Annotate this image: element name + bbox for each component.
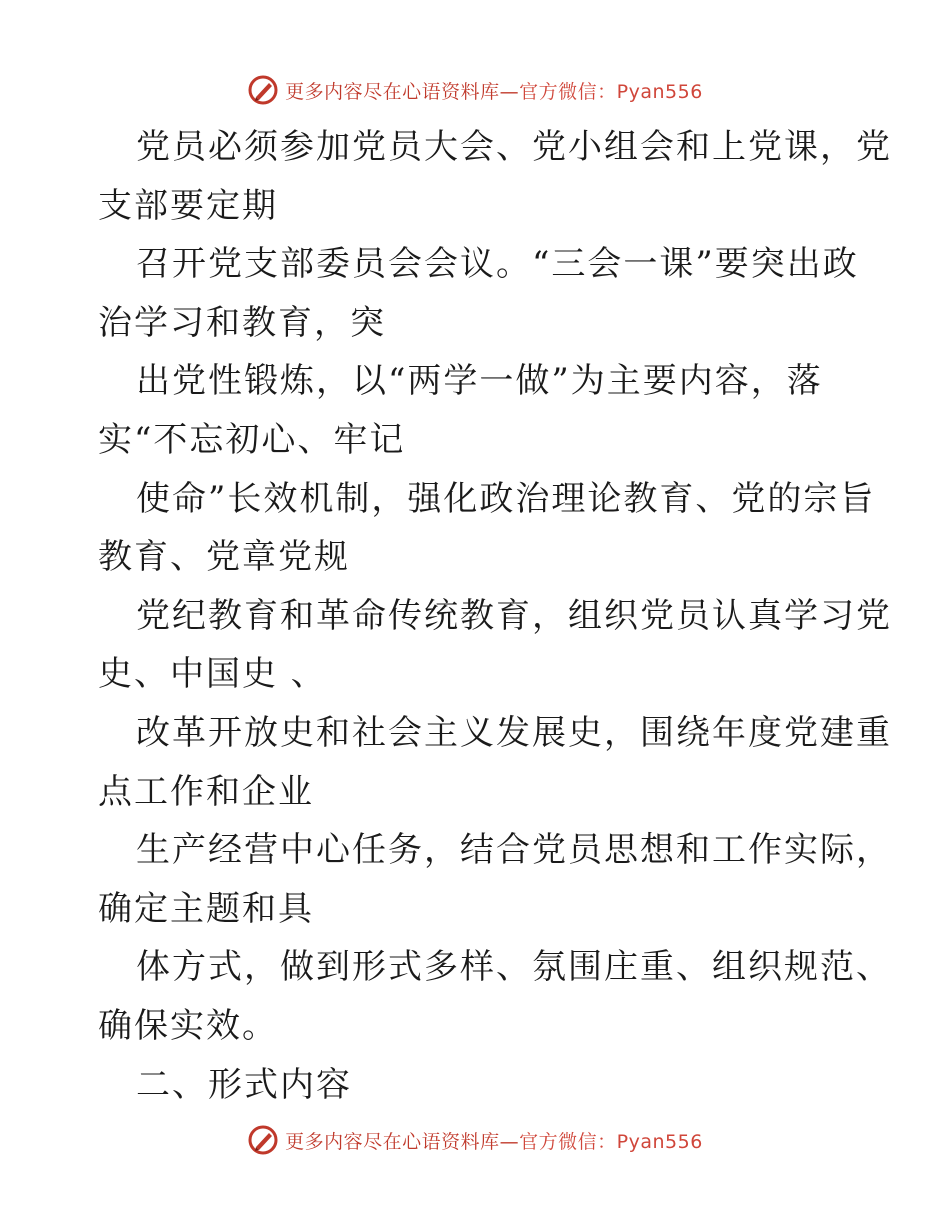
body-line: 召开党支部委员会会议。“三会一课”要突出政 <box>136 244 859 285</box>
body-line: 实“不忘初心、牢记 <box>98 419 406 460</box>
body-line: 出党性锻炼，以“两学一做”为主要内容，落 <box>136 361 823 402</box>
body-line: 党纪教育和革命传统教育，组织党员认真学习党 <box>136 595 892 636</box>
pen-logo-icon <box>247 1124 279 1156</box>
body-line: 使命”长效机制，强化政治理论教育、党的宗旨 <box>136 478 876 519</box>
body-line: 党员必须参加党员大会、党小组会和上党课，党 <box>136 127 892 167</box>
watermark-text: 更多内容尽在心语资料库— <box>285 1130 520 1153</box>
watermark-wechat: 官方微信：Pyan556 <box>519 80 703 103</box>
body-line: 改革开放史和社会主义发展史，围绕年度党建重 <box>136 712 892 753</box>
pen-logo-icon <box>247 74 279 106</box>
body-line: 体方式，做到形式多样、氛围庄重、组织规范、 <box>136 947 892 988</box>
body-line: 确定主题和具 <box>98 888 314 929</box>
body-line: 确保实效。 <box>98 1005 278 1046</box>
footer-watermark <box>0 1120 950 1160</box>
document-body <box>98 118 892 1114</box>
watermark-text: 更多内容尽在心语资料库— <box>285 80 520 103</box>
header-watermark <box>0 70 950 110</box>
body-line: 点工作和企业 <box>98 771 314 812</box>
watermark-wechat: 官方微信：Pyan556 <box>519 1130 703 1153</box>
body-line: 生产经营中心任务，结合党员思想和工作实际， <box>136 830 892 871</box>
section-heading: 二、形式内容 <box>136 1064 352 1105</box>
body-line: 史、中国史 、 <box>98 654 327 695</box>
body-line: 教育、党章党规 <box>98 537 350 578</box>
body-line: 治学习和教育，突 <box>98 302 386 343</box>
body-line: 支部要定期 <box>98 185 278 226</box>
